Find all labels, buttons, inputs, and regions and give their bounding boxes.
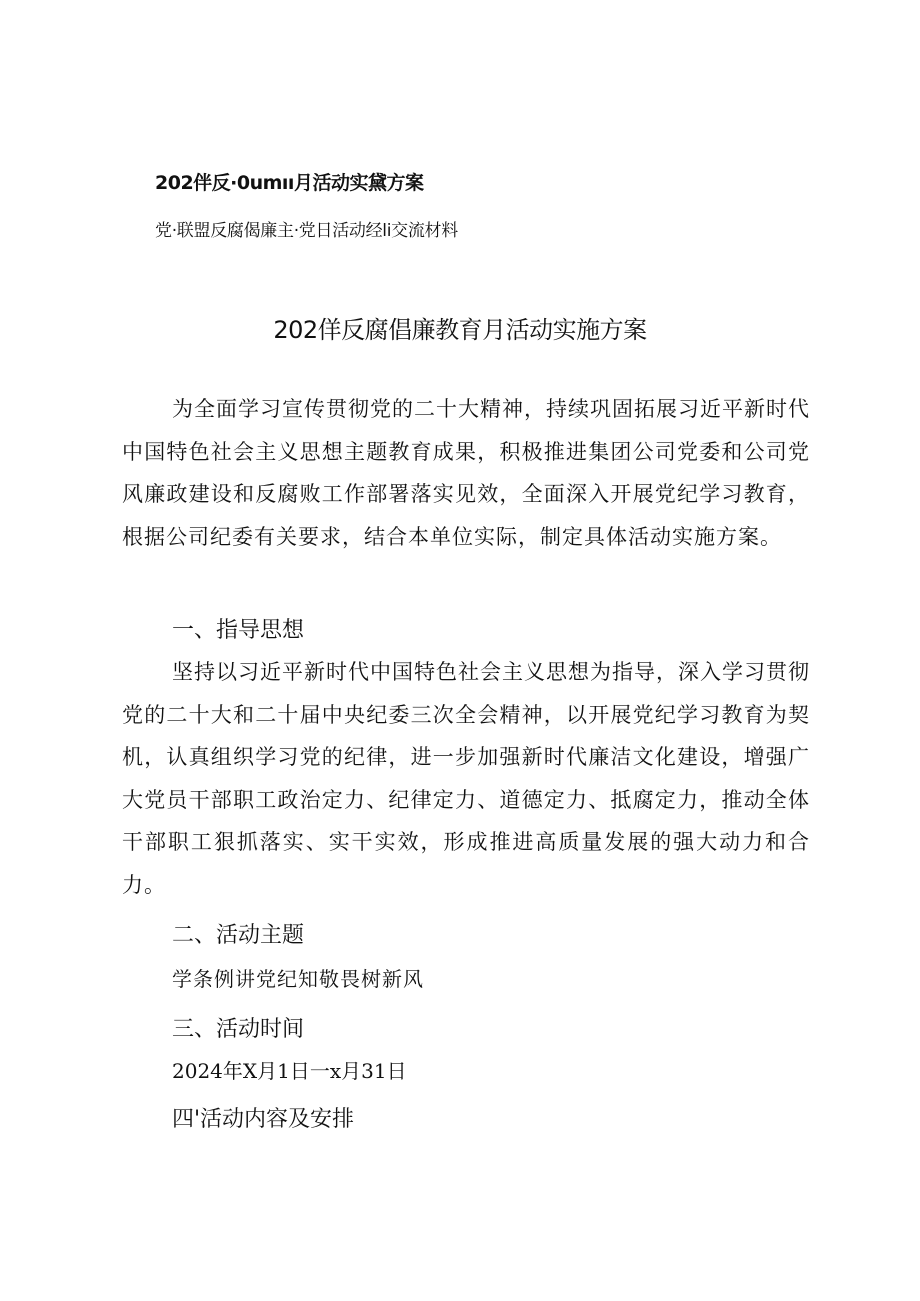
section-heading-activity-time: 三、活动时间 xyxy=(172,1017,305,1042)
toc-entry-2: 党·联盟反腐偈廉主·党日活动经li交流材料 xyxy=(155,221,458,241)
toc-entry-1: 202伴反·0umıı月活动实黛方案 xyxy=(155,172,424,194)
document-title: 202佯反腐倡廉教育月活动实施方案 xyxy=(273,316,647,344)
section-heading-activity-content: 四'活动内容及安排 xyxy=(172,1107,355,1132)
guiding-ideology-paragraph: 坚持以习近平新时代中国特色社会主义思想为指导，深入学习贯彻党的二十大和二十届中央纪委三次全会精神，以开展党纪学习教育为契机，认真组织学习党的纪律，进一步加强新时代廉洁文化建设，增强广大党员干部职工政治定力、纪律定力、道德定力、抵腐定力，推动全体干部职工狠抓落实、实干实效，形成推进高质量发展的强大动力和合力。 xyxy=(122,660,810,897)
activity-time-text: 2024年X月1日一x月31日 xyxy=(172,1059,407,1083)
intro-paragraph: 为全面学习宣传贯彻党的二十大精神，持续巩固拓展习近平新时代中国特色社会主义思想主题教育成果，积极推进集团公司党委和公司党风廉政建设和反腐败工作部署落实见效，全面深入开展党纪学习教育，根据公司纪委有关要求，结合本单位实际，制定具体活动实施方案。 xyxy=(122,397,810,549)
activity-theme-text: 学条例讲党纪知敬畏树新风 xyxy=(172,967,424,991)
section-heading-guiding-ideology: 一、指导思想 xyxy=(172,618,305,643)
section-heading-activity-theme: 二、活动主题 xyxy=(172,923,305,948)
